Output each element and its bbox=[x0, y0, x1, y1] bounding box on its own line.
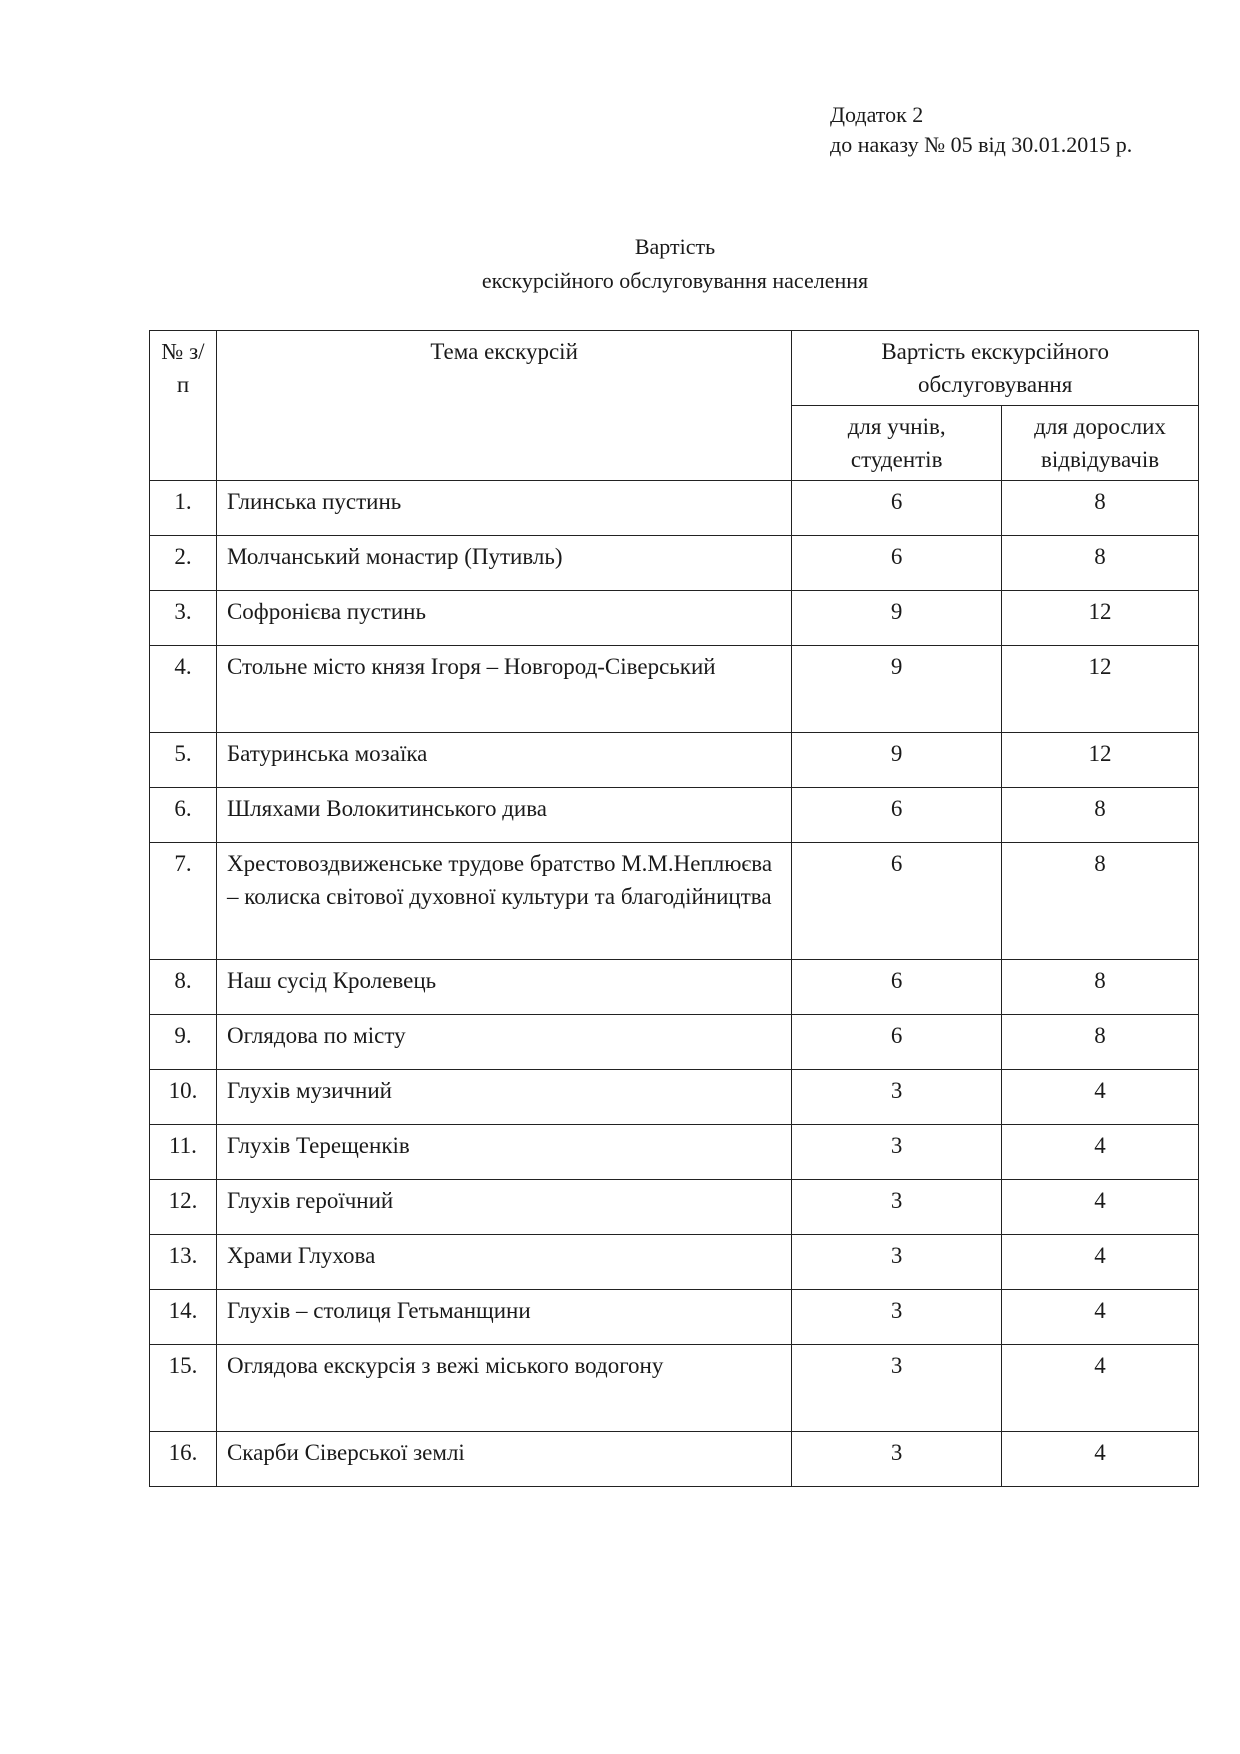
table-row bbox=[150, 1015, 1199, 1070]
row-number: 6. bbox=[150, 788, 217, 843]
row-topic: Оглядова екскурсія з вежі міського водогону bbox=[216, 1345, 791, 1432]
table-row bbox=[150, 1180, 1199, 1235]
row-topic: Батуринська мозаїка bbox=[216, 733, 791, 788]
table-row bbox=[150, 536, 1199, 591]
row-price-students: 3 bbox=[792, 1345, 1002, 1432]
row-price-adults: 4 bbox=[1002, 1180, 1199, 1235]
table-row bbox=[150, 843, 1199, 960]
row-number: 8. bbox=[150, 960, 217, 1015]
row-price-students: 9 bbox=[792, 733, 1002, 788]
row-price-students: 6 bbox=[792, 843, 1002, 960]
row-topic: Хрестовоздвиженське трудове братство М.М.Неплюєва – колиска світової духовної культури та благодійництва bbox=[216, 843, 791, 960]
row-price-students: 3 bbox=[792, 1235, 1002, 1290]
document-title: Вартість bbox=[634, 234, 716, 259]
table-row bbox=[150, 1235, 1199, 1290]
row-number: 3. bbox=[150, 591, 217, 646]
row-topic: Оглядова по місту bbox=[216, 1015, 791, 1070]
table-row bbox=[150, 1290, 1199, 1345]
annex-line-2: до наказу № 05 від 30.01.2015 р. bbox=[830, 132, 1133, 157]
row-topic: Глухів музичний bbox=[216, 1070, 791, 1125]
document-subtitle: екскурсійного обслуговування населення bbox=[481, 268, 869, 293]
row-price-adults: 4 bbox=[1002, 1290, 1199, 1345]
table-row bbox=[150, 591, 1199, 646]
row-number: 10. bbox=[150, 1070, 217, 1125]
row-topic: Молчанський монастир (Путивль) bbox=[216, 536, 791, 591]
row-price-adults: 4 bbox=[1002, 1235, 1199, 1290]
table-row bbox=[150, 960, 1199, 1015]
header-price: Вартість екскурсійного обслуговування bbox=[792, 331, 1199, 406]
row-price-adults: 8 bbox=[1002, 788, 1199, 843]
row-topic: Глинська пустинь bbox=[216, 481, 791, 536]
row-price-students: 6 bbox=[792, 536, 1002, 591]
table-row bbox=[150, 1432, 1199, 1487]
row-price-students: 6 bbox=[792, 481, 1002, 536]
row-price-adults: 12 bbox=[1002, 591, 1199, 646]
table-row bbox=[150, 733, 1199, 788]
row-number: 11. bbox=[150, 1125, 217, 1180]
table-row bbox=[150, 788, 1199, 843]
row-topic: Глухів героїчний bbox=[216, 1180, 791, 1235]
row-topic: Храми Глухова bbox=[216, 1235, 791, 1290]
row-price-adults: 8 bbox=[1002, 1015, 1199, 1070]
row-number: 5. bbox=[150, 733, 217, 788]
row-price-students: 9 bbox=[792, 591, 1002, 646]
header-adults: для дорослих відвідувачів bbox=[1002, 406, 1199, 481]
annex-line-1: Додаток 2 bbox=[830, 102, 924, 127]
row-topic: Глухів Терещенків bbox=[216, 1125, 791, 1180]
header-topic: Тема екскурсій bbox=[216, 331, 791, 481]
row-number: 15. bbox=[150, 1345, 217, 1432]
row-price-students: 3 bbox=[792, 1125, 1002, 1180]
table-row bbox=[150, 1125, 1199, 1180]
row-price-students: 3 bbox=[792, 1432, 1002, 1487]
table-row bbox=[150, 1070, 1199, 1125]
annex-reference bbox=[830, 100, 1132, 160]
row-number: 1. bbox=[150, 481, 217, 536]
table-row bbox=[150, 646, 1199, 733]
row-number: 16. bbox=[150, 1432, 217, 1487]
row-price-students: 9 bbox=[792, 646, 1002, 733]
row-price-students: 6 bbox=[792, 1015, 1002, 1070]
row-number: 7. bbox=[150, 843, 217, 960]
row-price-adults: 12 bbox=[1002, 646, 1199, 733]
row-price-students: 3 bbox=[792, 1180, 1002, 1235]
row-number: 9. bbox=[150, 1015, 217, 1070]
row-number: 2. bbox=[150, 536, 217, 591]
table-row bbox=[150, 481, 1199, 536]
row-price-adults: 8 bbox=[1002, 843, 1199, 960]
row-price-adults: 4 bbox=[1002, 1345, 1199, 1432]
row-price-adults: 8 bbox=[1002, 536, 1199, 591]
row-price-adults: 4 bbox=[1002, 1432, 1199, 1487]
table-row bbox=[150, 1345, 1199, 1432]
row-topic: Софронієва пустинь bbox=[216, 591, 791, 646]
price-table bbox=[149, 330, 1199, 1487]
row-number: 13. bbox=[150, 1235, 217, 1290]
row-topic: Шляхами Волокитинського дива bbox=[216, 788, 791, 843]
header-number: № з/п bbox=[150, 331, 217, 481]
row-price-adults: 8 bbox=[1002, 481, 1199, 536]
row-number: 4. bbox=[150, 646, 217, 733]
row-topic: Глухів – столиця Гетьманщини bbox=[216, 1290, 791, 1345]
row-price-students: 6 bbox=[792, 788, 1002, 843]
row-price-adults: 4 bbox=[1002, 1125, 1199, 1180]
row-price-students: 3 bbox=[792, 1070, 1002, 1125]
row-topic: Скарби Сіверської землі bbox=[216, 1432, 791, 1487]
row-price-students: 3 bbox=[792, 1290, 1002, 1345]
row-price-adults: 4 bbox=[1002, 1070, 1199, 1125]
row-price-adults: 12 bbox=[1002, 733, 1199, 788]
row-price-students: 6 bbox=[792, 960, 1002, 1015]
row-price-adults: 8 bbox=[1002, 960, 1199, 1015]
row-topic: Наш сусід Кролевець bbox=[216, 960, 791, 1015]
row-number: 12. bbox=[150, 1180, 217, 1235]
row-topic: Стольне місто князя Ігоря – Новгород-Сіверський bbox=[216, 646, 791, 733]
row-number: 14. bbox=[150, 1290, 217, 1345]
header-students: для учнів, студентів bbox=[792, 406, 1002, 481]
table-body bbox=[150, 481, 1199, 1487]
